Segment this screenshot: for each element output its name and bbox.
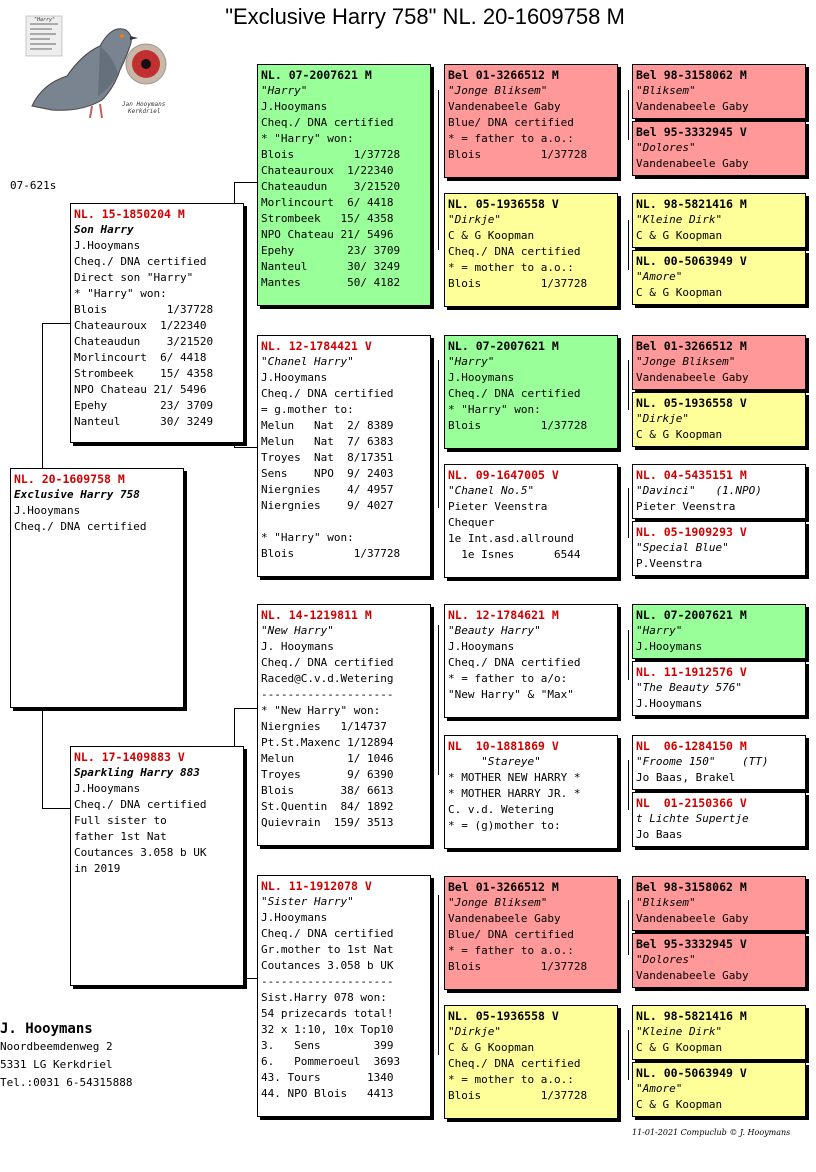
pigeon-name: "Bliksem" <box>636 896 696 909</box>
breeder-name: C & G Koopman <box>636 229 723 242</box>
info-line: Cheq./ DNA certified <box>261 927 394 940</box>
pigeon-logo <box>22 14 172 124</box>
info-line: 44. NPO Blois 4413 <box>261 1087 394 1100</box>
info-line: Blois 38/ 6613 <box>261 784 394 797</box>
info-line: Pt.St.Maxenc 1/12894 <box>261 736 394 749</box>
info-line: Cheq./ DNA certified <box>261 656 394 669</box>
info-line: * "New Harry" won: <box>261 704 381 717</box>
ring-number: NL. 00-5063949 V <box>636 254 747 268</box>
pigeon-name: "Chanel Harry" <box>261 355 354 368</box>
info-line: Coutances 3.058 b UK <box>261 959 394 972</box>
pedigree-box-g11 <box>632 735 806 790</box>
info-line: Chateaudun 3/21520 <box>74 335 214 348</box>
pedigree-box-g6 <box>632 392 806 447</box>
info-line: Cheq./ DNA certified <box>261 387 394 400</box>
pedigree-box-g14 <box>632 933 806 988</box>
pigeon-name: "Dirkje" <box>448 1025 501 1038</box>
breeder-name: J. Hooymans <box>261 640 334 653</box>
breeder-name: Pieter Veenstra <box>636 500 736 513</box>
info-line: Cheq./ DNA certified <box>74 798 207 811</box>
breeder-name: C & G Koopman <box>636 1098 723 1111</box>
info-line: "New Harry" & "Max" <box>448 688 574 701</box>
info-line: 32 x 1:10, 10x Top10 <box>261 1023 394 1036</box>
pigeon-name: "Harry" <box>448 355 495 368</box>
pedigree-box-dss <box>444 604 618 718</box>
pigeon-name: "Chanel No.5" <box>448 484 535 497</box>
ring-number: NL. 05-1909293 V <box>636 525 747 539</box>
info-line: father 1st Nat <box>74 830 167 843</box>
ring-number: NL. 15-1850204 M <box>74 207 185 221</box>
ring-number: Bel 01-3266512 M <box>636 339 747 353</box>
pedigree-box-ssd <box>444 193 618 307</box>
breeder-name: Pieter Veenstra <box>448 500 548 513</box>
breeder-name: C & G Koopman <box>636 286 723 299</box>
pedigree-box-dam <box>70 746 244 986</box>
pigeon-name: Exclusive Harry 758 <box>14 488 140 501</box>
pedigree-box-g13 <box>632 876 806 931</box>
ring-number: NL. 12-1784421 V <box>261 339 372 353</box>
info-line: Epehy 23/ 3709 <box>74 399 214 412</box>
ring-number: NL. 12-1784621 M <box>448 608 559 622</box>
logo-caption: Jan Hooymans <box>122 101 166 108</box>
pigeon-name: "Kleine Dirk" <box>636 1025 723 1038</box>
breeder-name: J.Hooymans <box>14 504 81 517</box>
pigeon-name: "Harry" <box>636 624 683 637</box>
ring-number: NL. 07-2007621 M <box>261 68 372 82</box>
owner-city: 5331 LG Kerkdriel <box>0 1058 113 1071</box>
pedigree-box-sdd <box>444 464 618 578</box>
owner-name: J. Hooymans <box>0 1021 93 1037</box>
pedigree-box-g2 <box>632 121 806 176</box>
info-line: Niergnies 4/ 4957 <box>261 483 394 496</box>
pedigree-box-sire <box>70 203 244 443</box>
breeder-name: Vandenabeele Gaby <box>636 157 749 170</box>
ring-number: NL. 05-1936558 V <box>448 197 559 211</box>
pedigree-box-sss <box>444 64 618 178</box>
info-line: Chequer <box>448 516 495 529</box>
pedigree-box-ss <box>257 64 431 306</box>
info-line: 1e Isnes 6544 <box>448 548 581 561</box>
info-line: 1e Int.asd.allround <box>448 532 574 545</box>
info-line: 43. Tours 1340 <box>261 1071 394 1084</box>
pigeon-name: "Harry" <box>261 84 308 97</box>
ring-number: NL. 07-2007621 M <box>636 608 747 622</box>
info-line: Cheq./ DNA certified <box>448 387 581 400</box>
info-line: Epehy 23/ 3709 <box>261 244 401 257</box>
info-line: Gr.mother to 1st Nat <box>261 943 394 956</box>
ring-number: NL 06-1284150 M <box>636 739 747 753</box>
ring-number: Bel 01-3266512 M <box>448 880 559 894</box>
pedigree-box-dds <box>444 876 618 990</box>
info-line: Melun 1/ 1046 <box>261 752 394 765</box>
pigeon-name: "New Harry" <box>261 624 334 637</box>
info-line: Sist.Harry 078 won: <box>261 991 387 1004</box>
breeder-name: J.Hooymans <box>74 239 141 252</box>
breeder-name: J.Hooymans <box>448 640 515 653</box>
breeder-name: Vandenabeele Gaby <box>448 100 561 113</box>
info-line: Cheq./ DNA certified <box>448 1057 581 1070</box>
info-line: Chateauroux 1/22340 <box>261 164 394 177</box>
svg-text:"Harry": "Harry" <box>34 17 56 23</box>
info-line: = g.mother to: <box>261 403 354 416</box>
code-label: 07-621s <box>10 179 57 192</box>
pigeon-name: "Froome 150" (TT) <box>636 755 769 768</box>
pigeon-name: "Jonge Bliksem" <box>636 355 736 368</box>
info-line: Blue/ DNA certified <box>448 928 574 941</box>
info-line: Niergnies 1/14737 <box>261 720 387 733</box>
page-title: "Exclusive Harry 758" NL. 20-1609758 M <box>225 4 625 29</box>
pedigree-box-g12 <box>632 792 806 847</box>
pedigree-box-g8 <box>632 521 806 576</box>
info-line: Blois 1/37728 <box>448 1089 588 1102</box>
pedigree-box-g5 <box>632 335 806 390</box>
info-line: Cheq./ DNA certified <box>14 520 147 533</box>
breeder-name: J.Hooymans <box>636 697 703 710</box>
info-line: Strombeek 15/ 4358 <box>74 367 214 380</box>
pedigree-box-g4 <box>632 250 806 305</box>
pigeon-name: "Amore" <box>636 270 683 283</box>
pigeon-name: "Dolores" <box>636 953 696 966</box>
breeder-name: Vandenabeele Gaby <box>636 969 749 982</box>
info-line: Direct son "Harry" <box>74 271 194 284</box>
info-line: * = (g)mother to: <box>448 819 561 832</box>
ring-number: NL 01-2150366 V <box>636 796 747 810</box>
pedigree-box-g9 <box>632 604 806 659</box>
pedigree-box-g15 <box>632 1005 806 1060</box>
ring-number: Bel 95-3332945 V <box>636 125 747 139</box>
ring-number: NL. 14-1219811 M <box>261 608 372 622</box>
pigeon-name: "Amore" <box>636 1082 683 1095</box>
pedigree-box-dsd <box>444 735 618 849</box>
info-line: St.Quentin 84/ 1892 <box>261 800 394 813</box>
info-line: Blois 1/37728 <box>261 148 401 161</box>
info-line: Blois 1/37728 <box>448 960 588 973</box>
pedigree-box-subject <box>10 468 184 708</box>
pedigree-box-g3 <box>632 193 806 248</box>
info-line: 6. Pommeroeul 3693 <box>261 1055 401 1068</box>
pigeon-name: "Beauty Harry" <box>448 624 541 637</box>
info-line: Strombeek 15/ 4358 <box>261 212 394 225</box>
info-line: Blois 1/37728 <box>448 419 588 432</box>
info-line: NPO Chateau 21/ 5496 <box>261 228 394 241</box>
breeder-name: Vandenabeele Gaby <box>448 912 561 925</box>
breeder-name: J.Hooymans <box>261 911 328 924</box>
ring-number: Bel 98-3158062 M <box>636 68 747 82</box>
info-line: Troyes 9/ 6390 <box>261 768 394 781</box>
breeder-name: J.Hooymans <box>74 782 141 795</box>
info-line: C. v.d. Wetering <box>448 803 554 816</box>
info-line: -------------------- <box>261 975 394 988</box>
info-line: Melun Nat 2/ 8389 <box>261 419 394 432</box>
ring-number: NL. 11-1912576 V <box>636 665 747 679</box>
info-line: * = mother to a.o.: <box>448 261 574 274</box>
info-line: Cheq./ DNA certified <box>448 656 581 669</box>
info-line: * = father to a.o.: <box>448 944 574 957</box>
info-line: Raced@C.v.d.Wetering <box>261 672 394 685</box>
ring-number: Bel 95-3332945 V <box>636 937 747 951</box>
info-line: -------------------- <box>261 688 394 701</box>
info-line: * "Harry" won: <box>74 287 167 300</box>
pigeon-name: t Lichte Supertje <box>636 812 749 825</box>
info-line: Cheq./ DNA certified <box>448 245 581 258</box>
ring-number: NL. 20-1609758 M <box>14 472 125 486</box>
ring-number: NL. 00-5063949 V <box>636 1066 747 1080</box>
pigeon-name: "Bliksem" <box>636 84 696 97</box>
pigeon-name: Son Harry <box>74 223 134 236</box>
info-line: Sens NPO 9/ 2403 <box>261 467 394 480</box>
ring-number: NL. 05-1936558 V <box>636 396 747 410</box>
pigeon-name: "Davinci" (1.NPO) <box>636 484 762 497</box>
info-line: Blue/ DNA certified <box>448 116 574 129</box>
info-line: Troyes Nat 8/17351 <box>261 451 394 464</box>
info-line: Quievrain 159/ 3513 <box>261 816 394 829</box>
pedigree-box-g7 <box>632 464 806 519</box>
pigeon-name: "Dolores" <box>636 141 696 154</box>
ring-number: NL. 17-1409883 V <box>74 750 185 764</box>
pigeon-name: "Kleine Dirk" <box>636 213 723 226</box>
info-line: Coutances 3.058 b UK <box>74 846 207 859</box>
info-line: Nanteul 30/ 3249 <box>74 415 214 428</box>
info-line: Cheq./ DNA certified <box>261 116 394 129</box>
info-line: * MOTHER HARRY JR. * <box>448 787 581 800</box>
info-line: * "Harry" won: <box>261 132 354 145</box>
info-line: * = mother to a.o.: <box>448 1073 574 1086</box>
footer-credit: 11-01-2021 Compuclub © J. Hooymans <box>632 1128 791 1137</box>
ring-number: NL 10-1881869 V <box>448 739 559 753</box>
pigeon-name: "Stareye" <box>448 755 541 768</box>
info-line: * = father to a/o: <box>448 672 568 685</box>
pigeon-name: "Sister Harry" <box>261 895 354 908</box>
info-line: Blois 1/37728 <box>261 547 401 560</box>
info-line: in 2019 <box>74 862 121 875</box>
info-line: Morlincourt 6/ 4418 <box>74 351 207 364</box>
breeder-name: P.Veenstra <box>636 557 703 570</box>
ring-number: Bel 01-3266512 M <box>448 68 559 82</box>
owner-street: Noordbeemdenweg 2 <box>0 1040 113 1053</box>
breeder-name: C & G Koopman <box>636 1041 723 1054</box>
breeder-name: Vandenabeele Gaby <box>636 371 749 384</box>
pedigree-box-ddd <box>444 1005 618 1119</box>
pedigree-box-ds <box>257 604 431 846</box>
breeder-name: C & G Koopman <box>636 428 723 441</box>
owner-phone: Tel.:0031 6-54315888 <box>0 1076 133 1089</box>
info-line: Niergnies 9/ 4027 <box>261 499 394 512</box>
info-line: Blois 1/37728 <box>448 148 588 161</box>
breeder-name: J.Hooymans <box>636 640 703 653</box>
ring-number: NL. 07-2007621 M <box>448 339 559 353</box>
logo-caption-2: Kerkdriel <box>128 108 161 115</box>
breeder-name: Jo Baas, Brakel <box>636 771 736 784</box>
info-line: Morlincourt 6/ 4418 <box>261 196 394 209</box>
info-line <box>261 514 427 530</box>
pigeon-name: "Special Blue" <box>636 541 729 554</box>
pedigree-box-sds <box>444 335 618 449</box>
info-line: * "Harry" won: <box>261 531 354 544</box>
pigeon-name: "Jonge Bliksem" <box>448 896 548 909</box>
info-line: 54 prizecards total! <box>261 1007 394 1020</box>
info-line: Melun Nat 7/ 6383 <box>261 435 394 448</box>
pigeon-name: Sparkling Harry 883 <box>74 766 200 779</box>
pigeon-name: "Dirkje" <box>448 213 501 226</box>
pedigree-box-sd <box>257 335 431 577</box>
ring-number: NL. 04-5435151 M <box>636 468 747 482</box>
ring-number: Bel 98-3158062 M <box>636 880 747 894</box>
breeder-name: * MOTHER NEW HARRY * <box>448 771 581 784</box>
breeder-name: J.Hooymans <box>448 371 515 384</box>
pigeon-name: "The Beauty 576" <box>636 681 742 694</box>
info-line: Blois 1/37728 <box>448 277 588 290</box>
ring-number: NL. 98-5821416 M <box>636 1009 747 1023</box>
pedigree-box-dd <box>257 875 431 1117</box>
breeder-name: Vandenabeele Gaby <box>636 912 749 925</box>
ring-number: NL. 05-1936558 V <box>448 1009 559 1023</box>
breeder-name: J.Hooymans <box>261 100 328 113</box>
pedigree-box-g16 <box>632 1062 806 1117</box>
breeder-name: Jo Baas <box>636 828 683 841</box>
info-line: Full sister to <box>74 814 167 827</box>
pigeon-name: "Jonge Bliksem" <box>448 84 548 97</box>
pedigree-box-g1 <box>632 64 806 119</box>
info-line: Chateaudun 3/21520 <box>261 180 401 193</box>
pedigree-box-g10 <box>632 661 806 716</box>
info-line: Blois 1/37728 <box>74 303 214 316</box>
info-line: * "Harry" won: <box>448 403 541 416</box>
info-line: Cheq./ DNA certified <box>74 255 207 268</box>
pigeon-name: "Dirkje" <box>636 412 689 425</box>
breeder-name: C & G Koopman <box>448 229 535 242</box>
ring-number: NL. 09-1647005 V <box>448 468 559 482</box>
info-line: * = father to a.o.: <box>448 132 574 145</box>
info-line: Nanteul 30/ 3249 <box>261 260 401 273</box>
info-line: Mantes 50/ 4182 <box>261 276 401 289</box>
owner-block <box>0 1020 132 1092</box>
ring-number: NL. 11-1912078 V <box>261 879 372 893</box>
info-line: Chateauroux 1/22340 <box>74 319 207 332</box>
info-line: NPO Chateau 21/ 5496 <box>74 383 207 396</box>
breeder-name: Vandenabeele Gaby <box>636 100 749 113</box>
breeder-name: C & G Koopman <box>448 1041 535 1054</box>
breeder-name: J.Hooymans <box>261 371 328 384</box>
ring-number: NL. 98-5821416 M <box>636 197 747 211</box>
info-line: 3. Sens 399 <box>261 1039 394 1052</box>
